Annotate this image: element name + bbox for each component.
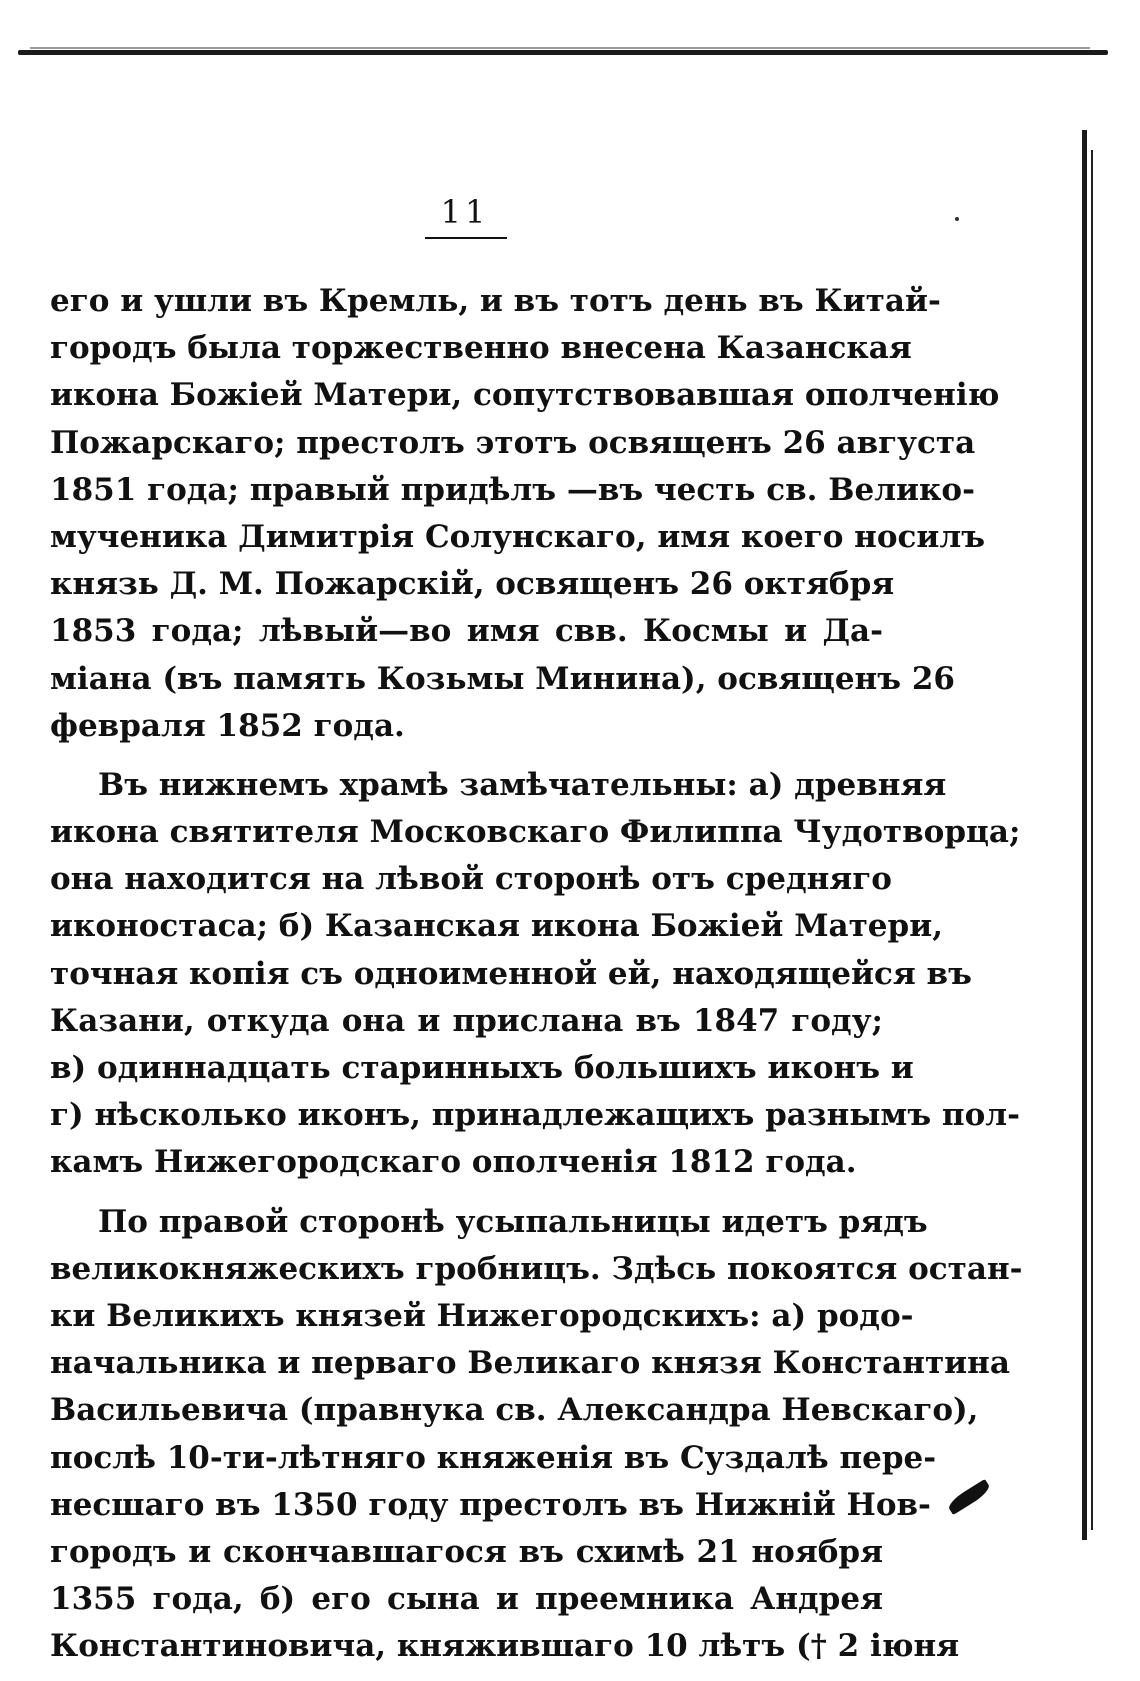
text-line: Пожарскаго; престолъ этотъ освященъ 26 августа — [50, 424, 976, 461]
text-line: камъ Нижегородскаго ополченія 1812 года. — [50, 1144, 857, 1181]
text-line: послѣ 10-ти-лѣтняго княженія въ Суздалѣ пере- — [50, 1439, 937, 1476]
right-page-edge — [1082, 130, 1087, 1540]
body-text — [50, 278, 1023, 1670]
text-line: городъ и скончавшагося въ схимѣ 21 ноября — [50, 1533, 883, 1570]
text-line: городъ была торжественно внесена Казанская — [50, 330, 912, 367]
text-line: точная копія съ одноименной ей, находящейся въ — [50, 955, 972, 992]
page-number: 11 — [440, 193, 490, 231]
text-line: Въ нижнемъ храмѣ замѣчательны: а) древняя — [98, 766, 947, 803]
text-line: князь Д. М. Пожарскій, освященъ 26 октября — [50, 566, 895, 603]
paragraph-gap — [50, 750, 883, 762]
paragraph-gap — [50, 1187, 883, 1199]
top-border — [18, 50, 1108, 55]
ink-smudge — [946, 1479, 992, 1515]
text-line: в) одиннадцать старинныхъ большихъ иконъ и — [50, 1050, 914, 1086]
text-line: великокняжескихъ гробницъ. Здѣсь покоятся остан- — [50, 1250, 1023, 1287]
text-line: его и ушли въ Кремль, и въ тотъ день въ Китай- — [50, 283, 941, 319]
text-line: мученика Димитрія Солунскаго, имя коего носилъ — [50, 518, 986, 555]
right-page-edge-thin — [1091, 150, 1093, 1530]
text-line: икона Божіей Матери, сопутствовавшая ополченію — [50, 377, 1000, 414]
text-line: икона святителя Московскаго Филиппа Чудотворца; — [50, 814, 1021, 851]
text-line: 1853 года; лѣвый—во имя свв. Космы и Да- — [50, 613, 883, 650]
text-line: 1851 года; правый придѣлъ —въ честь св. Велико- — [50, 471, 975, 508]
text-line: міана (въ память Козьмы Минина), освященъ 26 — [50, 660, 955, 697]
page-number-underline — [425, 237, 507, 239]
top-border-thin — [30, 47, 1090, 49]
text-line: ки Великихъ князей Нижегородскихъ: а) родо- — [50, 1297, 914, 1334]
text-line: 1355 года, б) его сына и преемника Андрея — [50, 1581, 883, 1618]
text-line: Константиновича, княжившаго 10 лѣтъ († 2 іюня — [50, 1628, 960, 1665]
text-line: февраля 1852 года. — [50, 707, 405, 744]
text-line: начальника и перваго Великаго князя Константина — [50, 1345, 1010, 1382]
text-line: несшаго въ 1350 году престолъ въ Нижній Нов- — [50, 1486, 931, 1523]
speck-mark — [955, 217, 959, 221]
text-line: Васильевича (правнука св. Александра Невскаго), — [50, 1392, 979, 1429]
text-line: она находится на лѣвой сторонѣ отъ средняго — [50, 861, 892, 898]
text-line: Казани, откуда она и прислана въ 1847 году; — [50, 1002, 883, 1039]
text-line: г) нѣсколько иконъ, принадлежащихъ разнымъ пол- — [50, 1097, 1021, 1134]
text-line: иконостаса; б) Казанская икона Божіей Матери, — [50, 908, 943, 945]
text-line: По правой сторонѣ усыпальницы идетъ рядъ — [98, 1203, 928, 1240]
